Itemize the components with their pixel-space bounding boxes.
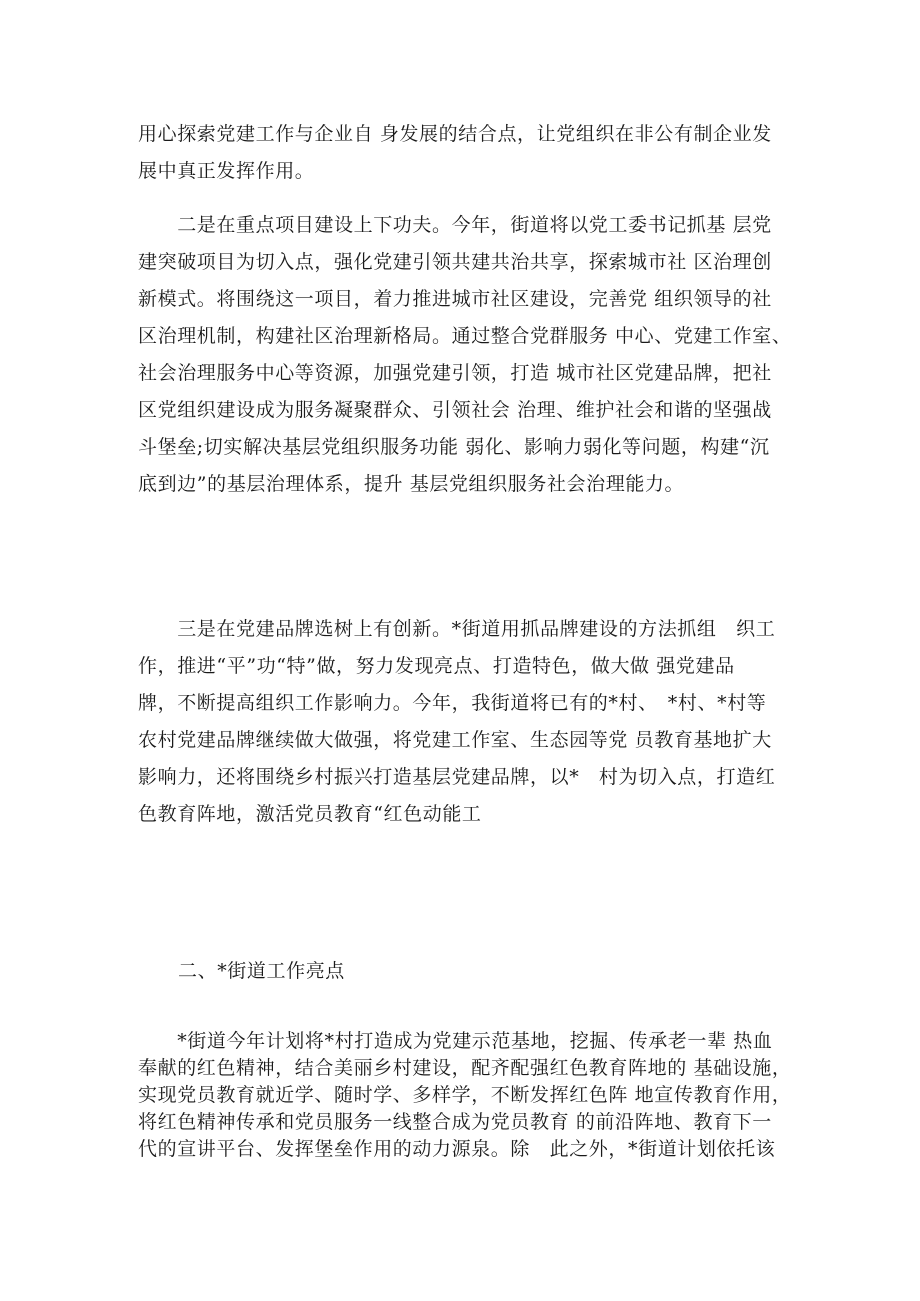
text-line: 用心探索党建工作与企业自 身发展的结合点，让党组织在非公有制企业发 — [138, 123, 772, 145]
text-line: 将红色精神传承和党员服务一线整合成为党员教育 的前沿阵地、教育下一 — [138, 1111, 772, 1133]
text-line: 底到边”的基层治理体系，提升 基层党组织服务社会治理能力。 — [138, 473, 685, 495]
text-line: *街道今年计划将*村打造成为党建示范基地，挖掘、传承老一辈 热血 — [138, 1030, 773, 1052]
section-heading: 二、*街道工作亮点 — [178, 960, 345, 982]
text-line: 二是在重点项目建设上下功夫。今年，街道将以党工委书记抓基 层党 — [138, 214, 772, 236]
text-line: 三是在党建品牌选树上有创新。*街道用抓品牌建设的方法抓组 织工 — [138, 618, 776, 640]
paragraph-intro — [138, 116, 788, 190]
text-line: 代的宣讲平台、发挥堡垒作用的动力源泉。除 此之外，*街道计划依托该 — [138, 1138, 776, 1160]
text-line: 斗堡垒;切实解决基层党组织服务功能 弱化、影响力弱化等问题，构建“沉 — [138, 436, 770, 458]
text-line: 实现党员教育就近学、随时学、多样学，不断发挥红色阵 地宣传教育作用， — [138, 1084, 792, 1106]
text-line: 展中真正发挥作用。 — [138, 160, 315, 182]
text-line: 区党组织建设成为服务凝聚群众、引领社会 治理、维护社会和谐的坚强战 — [138, 399, 772, 421]
paragraph-brand-building — [138, 611, 788, 833]
text-line: 牌，不断提高组织工作影响力。今年，我街道将已有的*村、 *村、*村等 — [138, 692, 767, 714]
text-line: 作，推进“平”功“特”做，努力发现亮点、打造特色，做大做 强党建品 — [138, 655, 735, 677]
text-line: 社会治理服务中心等资源，加强党建引领，打造 城市社区党建品牌，把社 — [138, 362, 772, 384]
text-line: 建突破项目为切入点，强化党建引领共建共治共享，探索城市社 区治理创 — [138, 251, 772, 273]
text-line: 影响力，还将围绕乡村振兴打造基层党建品牌，以* 村为切入点，打造红 — [138, 766, 776, 788]
text-line: 农村党建品牌继续做大做强，将党建工作室、生态园等党 员教育基地扩大 — [138, 729, 772, 751]
text-line: 色教育阵地，激活党员教育“红色动能工 — [138, 803, 482, 825]
paragraph-highlights — [138, 1028, 792, 1163]
text-line: 新模式。将围绕这一项目，着力推进城市社区建设，完善党 组织领导的社 — [138, 288, 772, 310]
text-line: 奉献的红色精神，结合美丽乡村建设，配齐配强红色教育阵地的 基础设施， — [138, 1057, 792, 1079]
paragraph-key-projects — [138, 207, 792, 503]
text-line: 区治理机制，构建社区治理新格局。通过整合党群服务 中心、党建工作室、 — [138, 325, 792, 347]
